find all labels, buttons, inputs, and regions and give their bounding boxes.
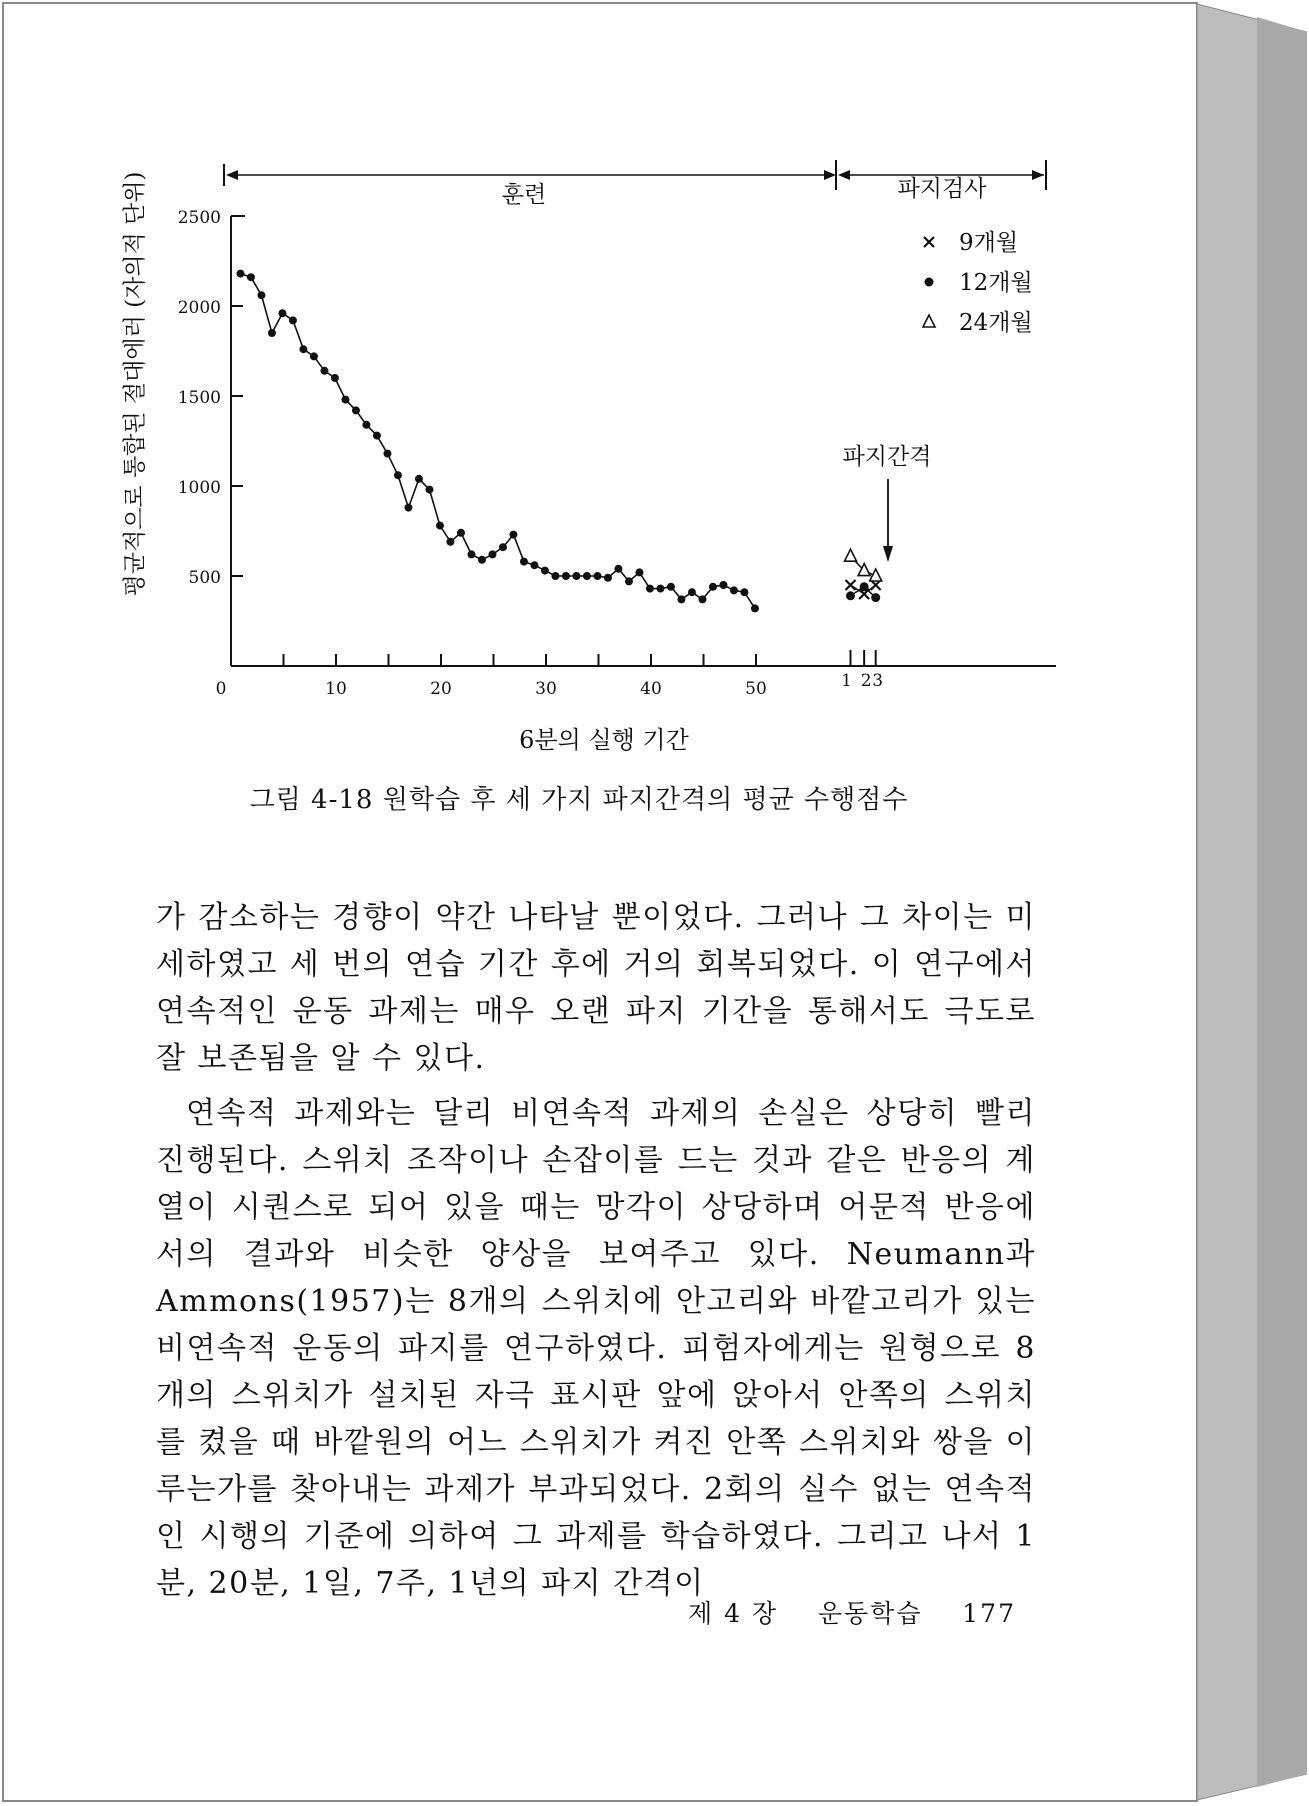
training-point — [635, 568, 643, 576]
y-tick-label: 1000 — [177, 478, 221, 498]
training-point — [677, 595, 685, 603]
training-point — [436, 522, 444, 530]
training-point — [247, 273, 255, 281]
retention-ticks — [841, 650, 883, 691]
training-line — [240, 274, 755, 609]
retention-tick-label: 2 — [860, 671, 872, 691]
x-tick-label: 50 — [745, 679, 767, 699]
legend-label: 24개월 — [959, 310, 1033, 336]
body-text — [156, 894, 1036, 1607]
x-tick-label: 20 — [430, 679, 452, 699]
retention-arrow-left — [838, 170, 850, 180]
training-arrow-left — [226, 170, 238, 180]
training-point — [394, 471, 402, 479]
y-tick-label: 1500 — [177, 388, 221, 408]
figure-caption: 그림 4-18 원학습 후 세 가지 파지간격의 평균 수행점수 — [249, 785, 909, 815]
training-point — [373, 432, 381, 440]
retention-point-triangle — [845, 549, 857, 561]
training-point — [488, 550, 496, 558]
training-point — [331, 374, 339, 382]
training-point — [310, 352, 318, 360]
retention-point-dot — [871, 593, 880, 602]
training-point — [446, 538, 454, 546]
training-point — [751, 604, 759, 612]
training-point — [730, 586, 738, 594]
series-layer — [236, 270, 881, 613]
legend-label: 9개월 — [959, 230, 1019, 256]
training-point — [614, 565, 622, 573]
footer-chapter: 제 4 장 — [687, 1599, 779, 1628]
training-point — [709, 583, 717, 591]
training-label: 훈련 — [501, 182, 547, 208]
training-point — [688, 588, 696, 596]
training-point — [520, 558, 528, 566]
training-point — [257, 291, 265, 299]
interval-arrow-head — [883, 546, 893, 562]
training-point — [352, 406, 360, 414]
paragraph: 연속적 과제와는 달리 비연속적 과제의 손실은 상당히 빨리 진행된다. 스위치 조작이나 손잡이를 드는 것과 같은 반응의 계열이 시퀀스로 되어 있을 때는 망각이 상당하며 어문적 반응에서의 결과와 비슷한 양상을 보여주고 있다. Neumann과 Ammons(1957)는 8개의 스위치에 안고리와 바깥고리가 있는 비연속적 운동의 파지를 연구하였다. 피험자에게는 원형으로 8개의 스위치가 설치된 자극 표시판 앞에 앉아서 안쪽의 스위치를 켰을 때 바깥원의 어느 스위치가 켜진 안쪽 스위치와 쌍을 이루는가를 찾아내는 과제가 부과되었다. 2회의 실수 없는 연속적인 시행의 기준에 의하여 그 과제를 학습하였다. 그리고 나서 1분, 20분, 1일, 7주, 1년의 파지 간격이 — [156, 1096, 1036, 1601]
x-tick-label: 10 — [325, 679, 347, 699]
training-point — [551, 572, 559, 580]
x-ticks — [216, 654, 767, 699]
retention-point-x — [846, 580, 856, 590]
training-arrow-right — [824, 170, 836, 180]
y-tick-label: 2000 — [177, 298, 221, 318]
paragraph: 가 감소하는 경향이 약간 나타날 뿐이었다. 그러나 그 차이는 미세하였고 세 번의 연습 기간 후에 거의 회복되었다. 이 연구에서 연속적인 운동 과제는 매우 오랜 파지 기간을 통해서도 극도로 잘 보존됨을 알 수 있다. — [156, 900, 1036, 1076]
training-point — [698, 595, 706, 603]
training-point — [656, 585, 664, 593]
training-point — [583, 572, 591, 580]
y-tick-label: 2500 — [177, 208, 221, 228]
training-point — [646, 585, 654, 593]
x-axis-label: 6분의 실행 기간 — [519, 726, 689, 754]
x-tick-label: 30 — [535, 679, 557, 699]
training-point — [425, 486, 433, 494]
x-tick-label: 0 — [215, 679, 227, 699]
training-point — [593, 572, 601, 580]
retention-arrow-right — [1032, 170, 1044, 180]
training-point — [278, 309, 286, 317]
training-point — [625, 577, 633, 585]
y-ticks — [178, 208, 243, 588]
training-point — [604, 574, 612, 582]
training-point — [404, 504, 412, 512]
training-point — [415, 475, 423, 483]
training-point — [562, 572, 570, 580]
training-point — [572, 572, 580, 580]
retention-chart — [114, 134, 1074, 774]
training-point — [509, 531, 517, 539]
training-point — [289, 316, 297, 324]
legend-label: 12개월 — [959, 270, 1033, 296]
footer-chapter-title: 운동학습 — [817, 1599, 923, 1628]
interval-label: 파지간격 — [842, 444, 932, 470]
legend-marker-x — [924, 237, 934, 247]
legend — [923, 230, 1033, 336]
retention-tick-label: 3 — [872, 671, 884, 691]
y-axis-label: 평균적으로 통합된 절대에러 (자의적 단위) — [122, 171, 148, 597]
legend-marker-triangle — [923, 315, 935, 327]
retention-point-dot — [860, 582, 869, 591]
training-point — [499, 543, 507, 551]
page-footer — [688, 1594, 1016, 1630]
training-point — [457, 529, 465, 537]
training-point — [299, 345, 307, 353]
training-point — [541, 567, 549, 575]
legend-marker-dot — [925, 278, 934, 287]
retention-point-triangle — [870, 569, 882, 581]
book-edge-shade — [1257, 17, 1307, 1787]
training-point — [268, 329, 276, 337]
x-tick-label: 40 — [640, 679, 662, 699]
retention-tick-label: 1 — [841, 671, 852, 691]
training-point — [719, 581, 727, 589]
retention-label: 파지검사 — [897, 176, 987, 202]
training-point — [341, 396, 349, 404]
training-point — [320, 367, 328, 375]
book-edge — [1197, 2, 1307, 1802]
training-point — [362, 421, 370, 429]
training-point — [467, 550, 475, 558]
training-point — [478, 556, 486, 564]
training-point — [740, 588, 748, 596]
page-number: 177 — [962, 1599, 1016, 1628]
training-point — [667, 583, 675, 591]
training-point — [236, 270, 244, 278]
retention-point-dot — [846, 591, 855, 600]
training-point — [530, 561, 538, 569]
book-page — [2, 2, 1198, 1802]
y-tick-label: 500 — [188, 568, 221, 588]
training-point — [383, 450, 391, 458]
